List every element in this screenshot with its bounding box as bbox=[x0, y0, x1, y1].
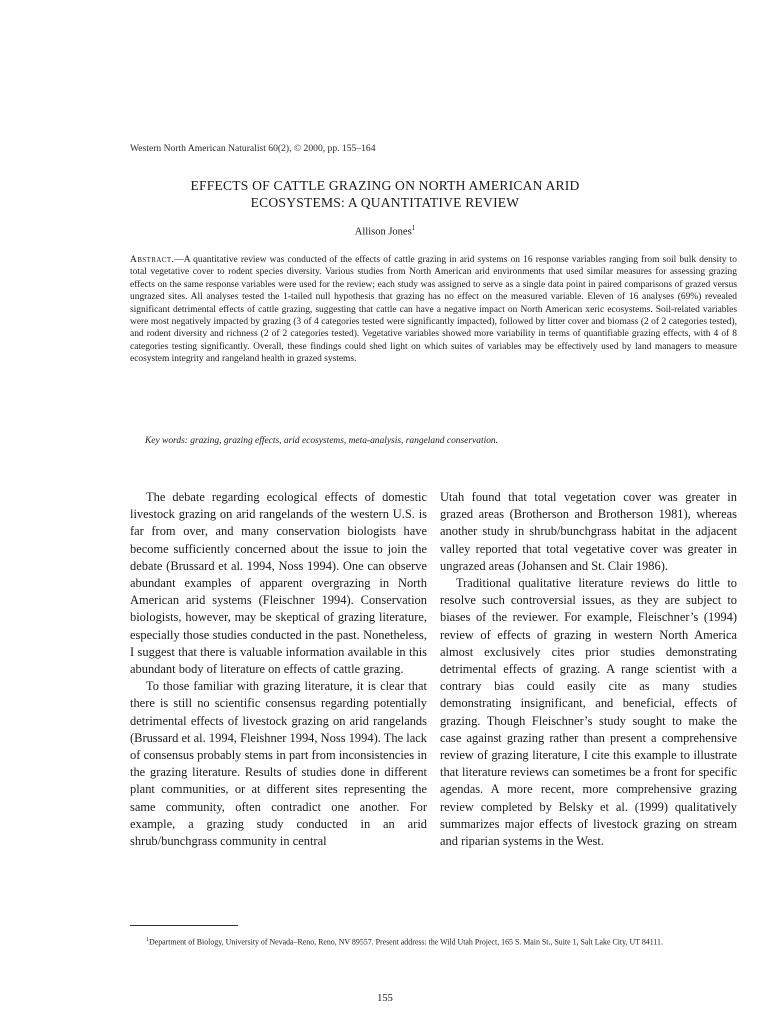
body-paragraph: Traditional qualitative literature reviews do little to resolve such controversial issues, as they are subject to biases of the reviewer. For example, Fleischner’s (1994) review of effects of grazing in western North America almost exclusively cites prior studies demonstrating detrimental effects of grazing. A range scientist with a contrary bias could easily cite as many studies demonstrating insignificant, and beneficial, effects of grazing. Though Fleischner’s study sought to make the case against grazing rather than present a comprehensive review of grazing literature, I cite this example to illustrate that literature reviews can sometimes be a front for specific agendas. A more recent, more comprehensive grazing review completed by Belsky et al. (1999) qualitatively summarizes major effects of livestock grazing on stream and riparian systems in the West. bbox=[440, 576, 737, 849]
body-paragraph: Utah found that total vegetation cover was greater in grazed areas (Brotherson and Brotherson 1981), whereas another study in shrub/bunchgrass habitat in the adjacent valley reported that total vegetative cover was greater in ungrazed areas (Johansen and St. Clair 1986). bbox=[440, 490, 737, 573]
author-line bbox=[130, 224, 640, 238]
abstract bbox=[130, 254, 737, 366]
running-head: Western North American Naturalist 60(2), © 2000, pp. 155–164 bbox=[130, 143, 376, 154]
title-line-2: ECOSYSTEMS: A QUANTITATIVE REVIEW bbox=[250, 195, 520, 210]
footnote-rule bbox=[130, 925, 238, 926]
author-name: Allison Jones bbox=[354, 226, 412, 238]
page-number: 155 bbox=[377, 993, 393, 1004]
footnote-mark: 1 bbox=[146, 937, 149, 943]
article-title bbox=[120, 177, 650, 211]
body-column-right bbox=[440, 489, 737, 850]
author-affiliation-mark: 1 bbox=[411, 224, 416, 232]
body-paragraph: To those familiar with grazing literature, it is clear that there is still no scientific consensus regarding potentially detrimental effects of livestock grazing on arid rangelands (Brussard et al. 1994, Fleishner 1994, Noss 1994). The lack of consensus probably stems in part from inconsistencies in the grazing literature. Results of studies done in different plant communities, or at different sites representing the same community, often contradict one another. For example, a grazing study conducted in an arid shrub/bunchgrass community in central bbox=[130, 679, 427, 849]
keywords: Key words: grazing, grazing effects, arid ecosystems, meta-analysis, rangeland conservation. bbox=[145, 436, 498, 446]
body-paragraph: The debate regarding ecological effects of domestic livestock grazing on arid rangelands of the western U.S. is far from over, and many conservation biologists have become sufficiently concerned about the issue to join the debate (Brussard et al. 1994, Noss 1994). One can observe abundant examples of apparent overgrazing in North American arid systems (Fleischner 1994). Conservation biologists, however, may be skeptical of grazing literature, especially those studies conducted in the past. Nonetheless, I suggest that there is valuable information available in this abundant body of literature on effects of cattle grazing. bbox=[130, 490, 427, 677]
abstract-label: Abstract. bbox=[130, 255, 175, 265]
footnote bbox=[130, 935, 737, 948]
footnote-text: Department of Biology, University of Nevada–Reno, Reno, NV 89557. Present address: the Wild Utah Project, 165 S. Main St., Suite 1, Salt Lake City, UT 84111. bbox=[149, 937, 663, 947]
abstract-text: —A quantitative review was conducted of the effects of cattle grazing in arid systems on 16 response variables ranging from soil bulk density to total vegetative cover to rodent species diversity. Various studies from North American arid environments that used similar measures for assessing grazing effects on the same response variables were used for the review; each study was assigned to serve as a single data point in paired comparisons of grazed versus ungrazed sites. All analyses tested the 1-tailed null hypothesis that grazing has no effect on the measured variable. Eleven of 16 analyses (69%) revealed significant detrimental effects of cattle grazing, suggesting that cattle can have a negative impact on North American xeric ecosystems. Soil-related variables were most negatively impacted by grazing (3 of 4 categories tested were significantly impacted), followed by litter cover and biomass (2 of 2 categories tested), and rodent diversity and richness (2 of 2 categories tested). Vegetative variables showed more variability in terms of quantifiable grazing effects, with 4 of 8 categories testing significantly. Overall, these findings could shed light on which suites of variables may be effectively used by land managers to measure ecosystem integrity and rangeland health in grazed systems. bbox=[130, 255, 737, 365]
title-line-1: EFFECTS OF CATTLE GRAZING ON NORTH AMERICAN ARID bbox=[190, 178, 580, 193]
body-column-left bbox=[130, 489, 427, 850]
